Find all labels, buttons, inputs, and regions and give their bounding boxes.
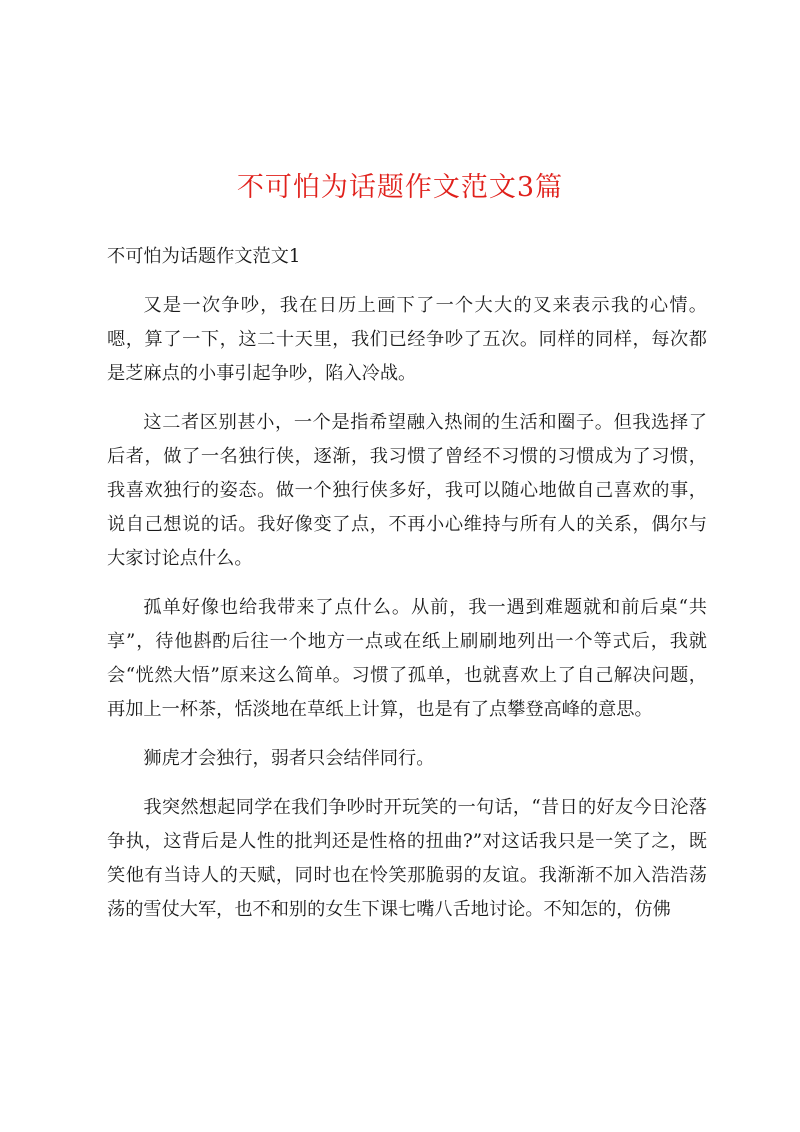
paragraph-4: 狮虎才会独行，弱者只会结伴同行。 xyxy=(143,748,435,769)
paragraph-3: 孤单好像也给我带来了点什么。从前，我一遇到难题就和前后桌“共享”，待他斟酌后往一个地方一点或在纸上刷刷地列出一个等式后，我就会“恍然大悟”原来这么简单。习惯了孤单，也就喜欢上了自己解决问题，再加上一杯茶，恬淡地在草纸上计算，也是有了点攀登高峰的意思。 xyxy=(107,597,707,720)
document-body xyxy=(107,240,707,942)
document-title: 不可怕为话题作文范文3篇 xyxy=(236,172,564,203)
paragraph-5: 我突然想起同学在我们争吵时开玩笑的一句话，“昔日的好友今日沦落争执，这背后是人性的批判还是性格的扭曲?”对这话我只是一笑了之，既笑他有当诗人的天赋，同时也在怜笑那脆弱的友谊。我渐渐不加入浩浩荡荡的雪仗大军，也不和别的女生下课七嘴八舌地讨论。不知怎的，仿佛 xyxy=(107,797,707,920)
section-heading: 不可怕为话题作文范文1 xyxy=(107,246,301,267)
paragraph-2: 这二者区别甚小，一个是指希望融入热闹的生活和圈子。但我选择了后者，做了一名独行侠，逐渐，我习惯了曾经不习惯的习惯成为了习惯，我喜欢独行的姿态。做一个独行侠多好，我可以随心地做自己喜欢的事，说自己想说的话。我好像变了点，不再小心维持与所有人的关系，偶尔与大家讨论点什么。 xyxy=(107,412,707,569)
paragraph-1: 又是一次争吵，我在日历上画下了一个大大的叉来表示我的心情。嗯，算了一下，这二十天里，我们已经争吵了五次。同样的同样，每次都是芝麻点的小事引起争吵，陷入冷战。 xyxy=(107,295,707,384)
